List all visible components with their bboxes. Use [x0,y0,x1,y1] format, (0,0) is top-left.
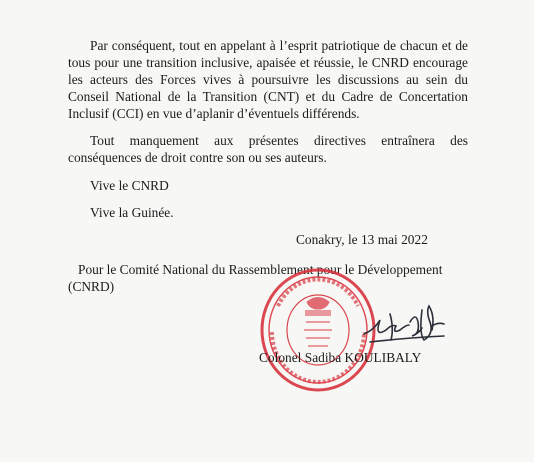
place-date: Conakry, le 13 mai 2022 [296,232,428,247]
handwritten-signature [360,300,448,350]
body-paragraph-2: Tout manquement aux présentes directives entraînera des conséquences de droit contre son ou ses auteurs. [68,133,468,165]
vive-guinee: Vive la Guinée. [90,205,174,220]
signatory-name: Colonel Sadiba KOULIBALY [259,350,422,365]
closing-line: Pour le Comité National du Rassemblement pour le Développement (CNRD) [68,262,443,294]
body-paragraph-1: Par conséquent, tout en appelant à l’esprit patriotique de chacun et de tous pour une transition inclusive, apaisée et réussie, le CNRD encourage les acteurs des Forces vives à poursuivre les discussions au sein du Conseil National de la Transition (CNT) et du Cadre de Concertation Inclusif (CCI) en vue d’aplanir d’éventuels différends. [68,38,468,121]
vive-cnrd: Vive le CNRD [90,178,169,193]
